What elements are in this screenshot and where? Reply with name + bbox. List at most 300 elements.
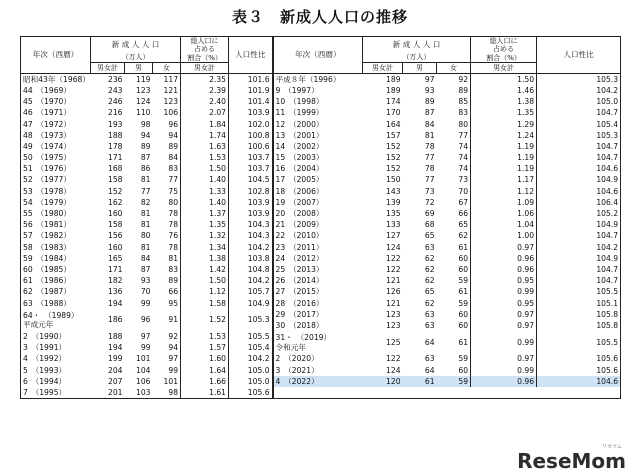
left-total-cell: 152 — [108, 186, 123, 196]
left-rate-cell: 1.50 — [181, 164, 229, 175]
right-male-cell: 77 — [424, 175, 435, 185]
left-male-cell: 80 — [140, 231, 151, 241]
left-total-cell: 158 — [108, 175, 123, 185]
header-total-right: 男女計 — [363, 63, 403, 74]
right-year-cell: 18 （2006） — [273, 186, 363, 197]
left-rate-cell: 2.40 — [181, 96, 229, 107]
right-year-cell: 22 （2010） — [273, 231, 363, 242]
left-year-cell: 62 （1987） — [21, 287, 91, 298]
left-year-cell: 50 （1975） — [21, 152, 91, 163]
left-rate-cell: 1.60 — [181, 354, 229, 365]
right-rate-cell: 1.06 — [471, 208, 537, 219]
right-female-cell: 67 — [458, 197, 469, 207]
right-rate-cell: 0.99 — [471, 365, 537, 376]
left-female-cell: 97 — [168, 354, 179, 364]
right-year-cell: 12 （2000） — [273, 119, 363, 130]
left-rate-cell: 1.74 — [181, 130, 229, 141]
right-total-cell: 189 — [386, 85, 401, 95]
table-row — [21, 231, 621, 242]
left-rate-cell: 2.35 — [181, 74, 229, 86]
right-year-cell: 17 （2005） — [273, 175, 363, 186]
right-total-cell: 135 — [386, 209, 401, 219]
left-male-cell: 101 — [136, 354, 151, 364]
left-year-cell: 45 （1970） — [21, 96, 91, 107]
left-rate-cell: 1.40 — [181, 197, 229, 208]
right-rate-cell: 0.95 — [471, 298, 537, 309]
header-ratio-right: 人口性比 — [537, 37, 621, 74]
left-female-cell: 83 — [168, 164, 179, 174]
right-ratio-cell: 104.6 — [537, 164, 621, 175]
right-total-cell: 123 — [386, 309, 401, 319]
left-year-cell: 6 （1994） — [21, 376, 91, 387]
right-total-cell: 120 — [363, 376, 403, 387]
right-rate-cell: 0.97 — [471, 309, 537, 320]
right-ratio-cell: 105.8 — [537, 309, 621, 320]
right-total-cell: 124 — [386, 365, 401, 375]
left-year-cell: 44 （1969） — [21, 85, 91, 96]
left-ratio-cell: 105.7 — [229, 287, 273, 298]
right-rate-cell: 1.09 — [471, 197, 537, 208]
header-rate-sub-left: 男女計 — [181, 63, 229, 74]
right-ratio-cell: 104.7 — [537, 275, 621, 286]
table-row — [21, 354, 621, 365]
right-year-cell: 10 （1998） — [273, 96, 363, 107]
left-year-cell: 58 （1983） — [21, 242, 91, 253]
left-ratio-cell: 102.0 — [229, 119, 273, 130]
right-year-cell: 29 （2017） — [273, 309, 363, 320]
right-year-cell: 平成８年（1996） — [273, 74, 363, 86]
left-total-cell: 194 — [108, 343, 123, 353]
left-year-cell: 56 （1981） — [21, 219, 91, 230]
right-year-cell: 14 （2002） — [273, 141, 363, 152]
right-male-cell: 69 — [424, 209, 435, 219]
right-total-cell: 122 — [386, 264, 401, 274]
table-row — [21, 264, 621, 275]
left-rate-cell: 1.64 — [181, 365, 229, 376]
left-total-cell: 216 — [108, 108, 123, 118]
left-ratio-cell: 105.0 — [229, 376, 273, 387]
right-ratio-cell: 105.4 — [537, 119, 621, 130]
right-ratio-cell: 104.7 — [537, 152, 621, 163]
table-row — [21, 275, 621, 286]
right-ratio-cell: 105.0 — [537, 96, 621, 107]
left-male-cell: 96 — [140, 315, 151, 325]
right-rate-cell: 1.46 — [471, 85, 537, 96]
right-rate-cell: 1.19 — [471, 164, 537, 175]
table-row — [21, 130, 621, 141]
right-female-cell: 60 — [458, 309, 469, 319]
left-female-cell: 89 — [168, 141, 179, 151]
right-ratio-cell: 105.5 — [537, 287, 621, 298]
left-female-cell: 92 — [168, 332, 179, 342]
left-male-cell: 99 — [140, 343, 151, 353]
left-year-cell: 48 （1973） — [21, 130, 91, 141]
left-male-cell: 84 — [140, 253, 151, 263]
left-total-cell: 182 — [108, 276, 123, 286]
right-female-cell: 66 — [458, 209, 469, 219]
right-male-cell: 73 — [424, 186, 435, 196]
left-rate-cell: 1.35 — [181, 219, 229, 230]
right-year-cell: 25 （2013） — [273, 264, 363, 275]
left-ratio-cell: 101.4 — [229, 96, 273, 107]
header-rate-left: 総人口に 占める 割合（%） — [181, 37, 229, 63]
right-male-cell: 81 — [424, 130, 435, 140]
header-ratio-left: 人口性比 — [229, 37, 273, 74]
right-year-cell: 24 （2012） — [273, 253, 363, 264]
left-total-cell: 162 — [108, 197, 123, 207]
right-male-cell: 87 — [424, 108, 435, 118]
right-ratio-cell: 104.7 — [537, 264, 621, 275]
left-total-cell: 194 — [108, 298, 123, 308]
right-total-cell: 139 — [386, 197, 401, 207]
left-year-cell: 7 （1995） — [21, 387, 91, 399]
left-year-cell: 64・ （1989） 平成元年 — [21, 309, 91, 331]
right-rate-cell: 1.17 — [471, 175, 537, 186]
left-ratio-cell: 100.8 — [229, 130, 273, 141]
left-ratio-cell: 104.9 — [229, 298, 273, 309]
right-female-cell: 61 — [458, 242, 469, 252]
left-rate-cell: 1.32 — [181, 231, 229, 242]
left-rate-cell: 1.53 — [181, 152, 229, 163]
left-rate-cell: 1.40 — [181, 175, 229, 186]
header-rate-sub-right: 男女計 — [471, 63, 537, 74]
left-rate-cell: 1.58 — [181, 298, 229, 309]
right-ratio-cell: 105.5 — [537, 331, 621, 353]
left-male-cell: 98 — [140, 119, 151, 129]
left-rate-cell: 1.42 — [181, 264, 229, 275]
right-total-cell: 123 — [386, 320, 401, 330]
right-year-cell: 3 （2021） — [273, 365, 363, 376]
left-total-cell: 193 — [108, 119, 123, 129]
left-male-cell: 106 — [136, 376, 151, 386]
right-female-cell: 89 — [458, 85, 469, 95]
table-row — [21, 331, 621, 342]
header-male-left: 男 — [125, 63, 153, 74]
right-year-cell: 23 （2011） — [273, 242, 363, 253]
right-total-cell: 143 — [386, 186, 401, 196]
left-rate-cell: 1.33 — [181, 186, 229, 197]
left-total-cell: 246 — [108, 97, 123, 107]
right-male-cell: 65 — [424, 287, 435, 297]
left-ratio-cell: 103.9 — [229, 108, 273, 119]
left-ratio-cell: 104.5 — [229, 175, 273, 186]
left-female-cell: 78 — [168, 242, 179, 252]
right-female-cell: 62 — [458, 231, 469, 241]
right-year-cell: 20 （2008） — [273, 208, 363, 219]
right-year-cell: 26 （2014） — [273, 275, 363, 286]
table-row — [21, 197, 621, 208]
left-ratio-cell: 104.3 — [229, 219, 273, 230]
right-ratio-cell: 104.9 — [537, 175, 621, 186]
left-total-cell: 243 — [108, 85, 123, 95]
table-row — [21, 175, 621, 186]
left-male-cell: 81 — [140, 209, 151, 219]
right-year-cell: 28 （2016） — [273, 298, 363, 309]
right-male-cell: 61 — [403, 376, 437, 387]
header-female-right: 女 — [437, 63, 471, 74]
table-row — [21, 365, 621, 376]
left-year-cell: 2 （1990） — [21, 331, 91, 342]
table-title: 表３ 新成人人口の推移 — [231, 8, 408, 26]
left-male-cell: 87 — [140, 264, 151, 274]
right-rate-cell: 1.38 — [471, 96, 537, 107]
right-year-cell: 27 （2015） — [273, 287, 363, 298]
left-male-cell: 86 — [140, 164, 151, 174]
right-male-cell: 78 — [424, 141, 435, 151]
right-female-cell: 65 — [458, 220, 469, 230]
table-row — [21, 108, 621, 119]
right-female-cell: 59 — [437, 376, 471, 387]
right-female-cell: 74 — [458, 153, 469, 163]
left-female-cell: 89 — [168, 276, 179, 286]
right-female-cell: 60 — [458, 320, 469, 330]
right-female-cell: 74 — [458, 164, 469, 174]
table-row — [21, 85, 621, 96]
right-rate-cell: 1.00 — [471, 231, 537, 242]
right-male-cell: 93 — [424, 85, 435, 95]
left-male-cell: 123 — [136, 85, 151, 95]
left-total-cell: 188 — [108, 332, 123, 342]
left-total-cell: 236 — [108, 74, 123, 84]
left-male-cell: 110 — [136, 108, 151, 118]
right-female-cell: 60 — [458, 253, 469, 263]
right-rate-cell: 0.96 — [471, 253, 537, 264]
left-female-cell: 81 — [168, 253, 179, 263]
right-male-cell: 64 — [424, 365, 435, 375]
left-female-cell: 117 — [163, 74, 179, 84]
right-total-cell: 124 — [386, 242, 401, 252]
left-female-cell: 66 — [168, 287, 179, 297]
table-row — [21, 298, 621, 309]
right-female-cell: 61 — [458, 287, 469, 297]
right-year-cell: 4 （2022） — [273, 376, 363, 387]
right-total-cell: 152 — [386, 153, 401, 163]
left-female-cell: 91 — [168, 315, 179, 325]
right-female-cell: 60 — [458, 264, 469, 274]
left-total-cell: 178 — [108, 141, 123, 151]
right-female-cell: 83 — [458, 108, 469, 118]
left-rate-cell: 1.57 — [181, 343, 229, 354]
right-female-cell: 80 — [458, 119, 469, 129]
left-male-cell: 81 — [140, 175, 151, 185]
right-ratio-cell: 104.6 — [537, 186, 621, 197]
right-total-cell: 125 — [386, 337, 401, 347]
left-female-cell: 106 — [163, 108, 179, 118]
table-row — [21, 186, 621, 197]
right-male-cell: 64 — [424, 337, 435, 347]
right-total-cell: 189 — [386, 74, 401, 84]
left-rate-cell: 1.53 — [181, 331, 229, 342]
left-ratio-cell: 104.8 — [229, 264, 273, 275]
header-female-left: 女 — [153, 63, 181, 74]
right-ratio-cell: 105.6 — [537, 365, 621, 376]
left-ratio-cell: 103.9 — [229, 208, 273, 219]
right-year-cell: 31・ （2019） 令和元年 — [273, 331, 363, 353]
right-total-cell: 127 — [386, 231, 401, 241]
table-row — [21, 253, 621, 264]
left-female-cell: 98 — [153, 387, 181, 399]
left-male-cell: 124 — [136, 97, 151, 107]
left-male-cell: 87 — [140, 153, 151, 163]
left-rate-cell: 1.38 — [181, 253, 229, 264]
table-row — [21, 387, 621, 399]
left-total-cell: 158 — [108, 220, 123, 230]
right-ratio-cell: 104.7 — [537, 231, 621, 242]
table-body — [21, 74, 621, 399]
right-rate-cell: 1.24 — [471, 130, 537, 141]
left-total-cell: 204 — [108, 365, 123, 375]
right-rate-cell: 0.96 — [471, 376, 537, 387]
right-rate-cell: 0.96 — [471, 264, 537, 275]
right-ratio-cell: 104.2 — [537, 242, 621, 253]
right-year-cell: 9 （1997） — [273, 85, 363, 96]
table-row — [21, 141, 621, 152]
right-male-cell: 63 — [424, 354, 435, 364]
header-unit-left: （万人） — [91, 52, 181, 63]
right-total-cell: 122 — [386, 354, 401, 364]
right-male-cell: 72 — [424, 197, 435, 207]
right-male-cell: 68 — [424, 220, 435, 230]
left-female-cell: 121 — [163, 85, 179, 95]
left-ratio-cell: 105.4 — [229, 343, 273, 354]
left-year-cell: 55 （1980） — [21, 208, 91, 219]
right-ratio-cell: 106.4 — [537, 197, 621, 208]
right-total-cell: 152 — [386, 141, 401, 151]
left-male-cell: 93 — [140, 276, 151, 286]
right-rate-cell: 1.04 — [471, 219, 537, 230]
left-ratio-cell: 105.3 — [229, 309, 273, 331]
right-female-cell: 70 — [458, 186, 469, 196]
table-row — [21, 219, 621, 230]
left-year-cell: 53 （1978） — [21, 186, 91, 197]
left-male-cell: 94 — [140, 130, 151, 140]
table-header — [21, 37, 621, 74]
left-total-cell: 156 — [108, 231, 123, 241]
header-unit-right: （万人） — [363, 52, 471, 63]
table-row — [21, 208, 621, 219]
right-female-cell: 59 — [458, 276, 469, 286]
left-rate-cell: 1.61 — [181, 387, 229, 399]
left-male-cell: 99 — [140, 298, 151, 308]
left-female-cell: 80 — [168, 197, 179, 207]
right-rate-cell: 1.19 — [471, 152, 537, 163]
right-rate-cell: 1.19 — [471, 141, 537, 152]
left-male-cell: 103 — [125, 387, 153, 399]
right-male-cell: 77 — [424, 153, 435, 163]
left-female-cell: 96 — [168, 119, 179, 129]
right-female-cell: 85 — [458, 97, 469, 107]
left-rate-cell: 1.34 — [181, 242, 229, 253]
left-year-cell: 61 （1986） — [21, 275, 91, 286]
left-female-cell: 83 — [168, 264, 179, 274]
left-male-cell: 70 — [140, 287, 151, 297]
left-year-cell: 63 （1988） — [21, 298, 91, 309]
right-total-cell: 121 — [386, 276, 401, 286]
resemom-logo: ReseMom リセマム — [517, 444, 626, 473]
left-male-cell: 82 — [140, 197, 151, 207]
right-female-cell: 92 — [458, 74, 469, 84]
table-row — [21, 119, 621, 130]
left-male-cell: 119 — [136, 74, 151, 84]
right-total-cell: 126 — [386, 287, 401, 297]
left-ratio-cell: 100.6 — [229, 141, 273, 152]
right-ratio-cell: 104.9 — [537, 253, 621, 264]
left-year-cell: 51 （1976） — [21, 164, 91, 175]
left-female-cell: 75 — [168, 186, 179, 196]
left-ratio-cell: 103.7 — [229, 152, 273, 163]
left-ratio-cell: 102.8 — [229, 186, 273, 197]
right-year-cell: 19 （2007） — [273, 197, 363, 208]
left-female-cell: 84 — [168, 153, 179, 163]
right-rate-cell: 0.95 — [471, 275, 537, 286]
left-rate-cell: 1.12 — [181, 287, 229, 298]
right-total-cell: 152 — [386, 164, 401, 174]
right-ratio-cell: 104.6 — [537, 376, 621, 387]
right-rate-cell: 1.35 — [471, 108, 537, 119]
right-male-cell: 89 — [424, 97, 435, 107]
right-total-cell: 174 — [386, 97, 401, 107]
left-total-cell: 186 — [108, 315, 123, 325]
right-male-cell: 97 — [424, 74, 435, 84]
left-rate-cell: 2.07 — [181, 108, 229, 119]
left-year-cell: 4 （1992） — [21, 354, 91, 365]
table-row — [21, 96, 621, 107]
left-total-cell: 171 — [108, 264, 123, 274]
right-female-cell: 59 — [458, 354, 469, 364]
right-rate-cell: 0.97 — [471, 354, 537, 365]
left-ratio-cell: 105.0 — [229, 365, 273, 376]
right-year-cell: 15 （2003） — [273, 152, 363, 163]
table-row — [21, 376, 621, 387]
right-year-cell: 21 （2009） — [273, 219, 363, 230]
left-year-cell: 昭和43年（1968） — [21, 74, 91, 86]
right-rate-cell: 1.50 — [471, 74, 537, 86]
left-ratio-cell: 101.6 — [229, 74, 273, 86]
left-total-cell: 201 — [91, 387, 125, 399]
right-male-cell: 63 — [424, 242, 435, 252]
right-male-cell: 62 — [424, 276, 435, 286]
left-female-cell: 94 — [168, 343, 179, 353]
left-rate-cell: 1.63 — [181, 141, 229, 152]
population-table — [20, 36, 621, 399]
header-male-right: 男 — [403, 63, 437, 74]
left-year-cell: 52 （1977） — [21, 175, 91, 186]
right-male-cell: 78 — [424, 164, 435, 174]
left-ratio-cell: 104.2 — [229, 275, 273, 286]
right-male-cell: 62 — [424, 253, 435, 263]
right-total-cell: 133 — [386, 220, 401, 230]
table-row — [21, 164, 621, 175]
right-male-cell: 63 — [424, 320, 435, 330]
header-rate-right: 総人口に 占める 割合（%） — [471, 37, 537, 63]
right-rate-cell: 0.99 — [471, 287, 537, 298]
table-row — [21, 152, 621, 163]
left-female-cell: 123 — [163, 97, 179, 107]
left-rate-cell: 1.66 — [181, 376, 229, 387]
left-ratio-cell: 103.7 — [229, 164, 273, 175]
right-total-cell: 150 — [386, 175, 401, 185]
header-total-left: 男女計 — [91, 63, 125, 74]
right-ratio-cell: 104.7 — [537, 108, 621, 119]
right-rate-cell: 1.29 — [471, 119, 537, 130]
left-female-cell: 95 — [168, 298, 179, 308]
left-ratio-cell: 103.8 — [229, 253, 273, 264]
right-year-cell: 16 （2004） — [273, 164, 363, 175]
left-rate-cell: 1.52 — [181, 309, 229, 331]
right-year-cell: 2 （2020） — [273, 354, 363, 365]
right-total-cell: 164 — [386, 119, 401, 129]
right-male-cell: 62 — [424, 264, 435, 274]
